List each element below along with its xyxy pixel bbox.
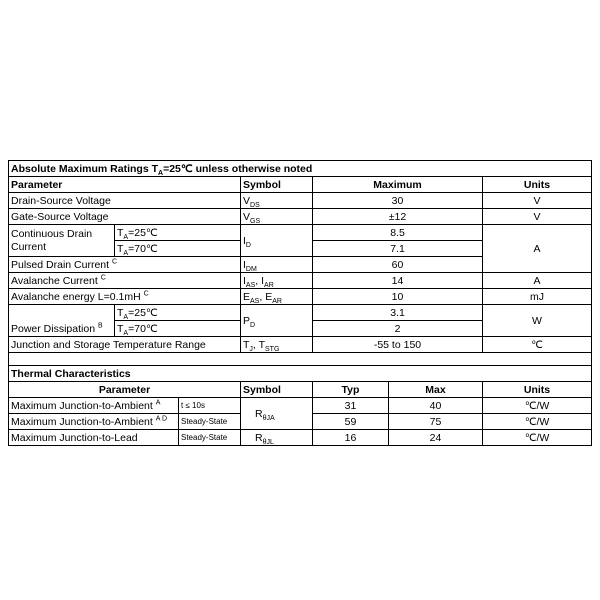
row-id-25 — [9, 225, 592, 241]
max-vgs: ±12 — [313, 209, 483, 225]
symbol-vgs: $V_{GS}$ — [241, 209, 313, 225]
ratings-table — [8, 160, 592, 398]
max-pd-70: 2 — [313, 321, 483, 337]
thermal-unit-rja-10s: ℃/W — [483, 398, 592, 414]
thermal-header-units: Units — [483, 382, 592, 398]
row-ias — [9, 273, 592, 289]
param-ias: Avalanche Current $^C$ — [9, 273, 241, 289]
row-vds — [9, 193, 592, 209]
cond-pd-25: $T_A=25℃$ — [115, 305, 241, 321]
symbol-id: $I_D$ — [241, 225, 313, 257]
param-pd: Power Dissipation $^B$ — [9, 305, 115, 337]
max-ias: 14 — [313, 273, 483, 289]
header-parameter: Parameter — [9, 177, 241, 193]
header-units: Units — [483, 177, 592, 193]
spacer-row — [9, 353, 592, 366]
thermal-typ-rja-10s: 31 — [313, 398, 389, 414]
symbol-eas: $E_{AS}$, $E_{AR}$ — [241, 289, 313, 305]
max-id-25: 8.5 — [313, 225, 483, 241]
thermal-header-row — [9, 382, 592, 398]
header-maximum: Maximum — [313, 177, 483, 193]
unit-ias: A — [483, 273, 592, 289]
symbol-idm: $I_{DM}$ — [241, 257, 313, 273]
max-id-70: 7.1 — [313, 241, 483, 257]
param-id: Continuous Drain Current — [9, 225, 115, 257]
param-idm: Pulsed Drain Current $^C$ — [9, 257, 241, 273]
thermal-header-typ: Typ — [313, 382, 389, 398]
unit-vgs: V — [483, 209, 592, 225]
thermal-row-rja-10s — [9, 398, 592, 414]
unit-vds: V — [483, 193, 592, 209]
cond-pd-70: $T_A=70℃$ — [115, 321, 241, 337]
thermal-title: Thermal Characteristics — [9, 366, 592, 382]
thermal-param-rjl: Maximum Junction-to-Lead — [9, 430, 179, 446]
param-tj: Junction and Storage Temperature Range — [9, 337, 241, 353]
thermal-cond-rja-ss: Steady-State — [179, 414, 241, 430]
thermal-symbol-rjl: $R_{\theta JL}$ — [241, 430, 313, 446]
row-pd-25 — [9, 305, 592, 321]
thermal-param-rja-ss: Maximum Junction-to-Ambient $^{A D}$ — [9, 414, 179, 430]
max-idm: 60 — [313, 257, 483, 273]
max-eas: 10 — [313, 289, 483, 305]
thermal-header-symbol: Symbol — [241, 382, 313, 398]
cond-id-25: $T_A=25℃$ — [115, 225, 241, 241]
max-tj: -55 to 150 — [313, 337, 483, 353]
thermal-header-max: Max — [389, 382, 483, 398]
row-eas — [9, 289, 592, 305]
abs-title-row — [9, 161, 592, 177]
symbol-tj: $T_J$, $T_{STG}$ — [241, 337, 313, 353]
thermal-cond-rjl: Steady-State — [179, 430, 241, 446]
spacer-cell — [9, 353, 592, 366]
thermal-cond-rja-10s: t ≤ 10s — [179, 398, 241, 414]
thermal-symbol-rja: $R_{\theta JA}$ — [241, 398, 313, 430]
unit-pd: W — [483, 305, 592, 337]
unit-tj: ℃ — [483, 337, 592, 353]
thermal-table — [8, 397, 592, 446]
datasheet-tables — [8, 160, 591, 446]
max-vds: 30 — [313, 193, 483, 209]
param-vds: Drain-Source Voltage — [9, 193, 241, 209]
thermal-title-row — [9, 366, 592, 382]
unit-eas: mJ — [483, 289, 592, 305]
param-vgs: Gate-Source Voltage — [9, 209, 241, 225]
unit-id: A — [483, 225, 592, 273]
abs-header-row — [9, 177, 592, 193]
thermal-unit-rjl: ℃/W — [483, 430, 592, 446]
thermal-header-parameter: Parameter — [9, 382, 241, 398]
cond-id-70: $T_A=70℃$ — [115, 241, 241, 257]
header-symbol: Symbol — [241, 177, 313, 193]
thermal-unit-rja-ss: ℃/W — [483, 414, 592, 430]
abs-title: Absolute Maximum Ratings $T_A=25℃$ unless otherwise noted — [9, 161, 592, 177]
max-pd-25: 3.1 — [313, 305, 483, 321]
symbol-vds: $V_{DS}$ — [241, 193, 313, 209]
thermal-param-rja-10s: Maximum Junction-to-Ambient $^A$ — [9, 398, 179, 414]
symbol-ias: $I_{AS}$, $I_{AR}$ — [241, 273, 313, 289]
thermal-row-rjl — [9, 430, 592, 446]
row-vgs — [9, 209, 592, 225]
thermal-max-rjl: 24 — [389, 430, 483, 446]
thermal-typ-rja-ss: 59 — [313, 414, 389, 430]
thermal-max-rja-ss: 75 — [389, 414, 483, 430]
row-tj — [9, 337, 592, 353]
symbol-pd: $P_D$ — [241, 305, 313, 337]
param-eas: Avalanche energy L=0.1mH $^C$ — [9, 289, 241, 305]
thermal-max-rja-10s: 40 — [389, 398, 483, 414]
thermal-typ-rjl: 16 — [313, 430, 389, 446]
